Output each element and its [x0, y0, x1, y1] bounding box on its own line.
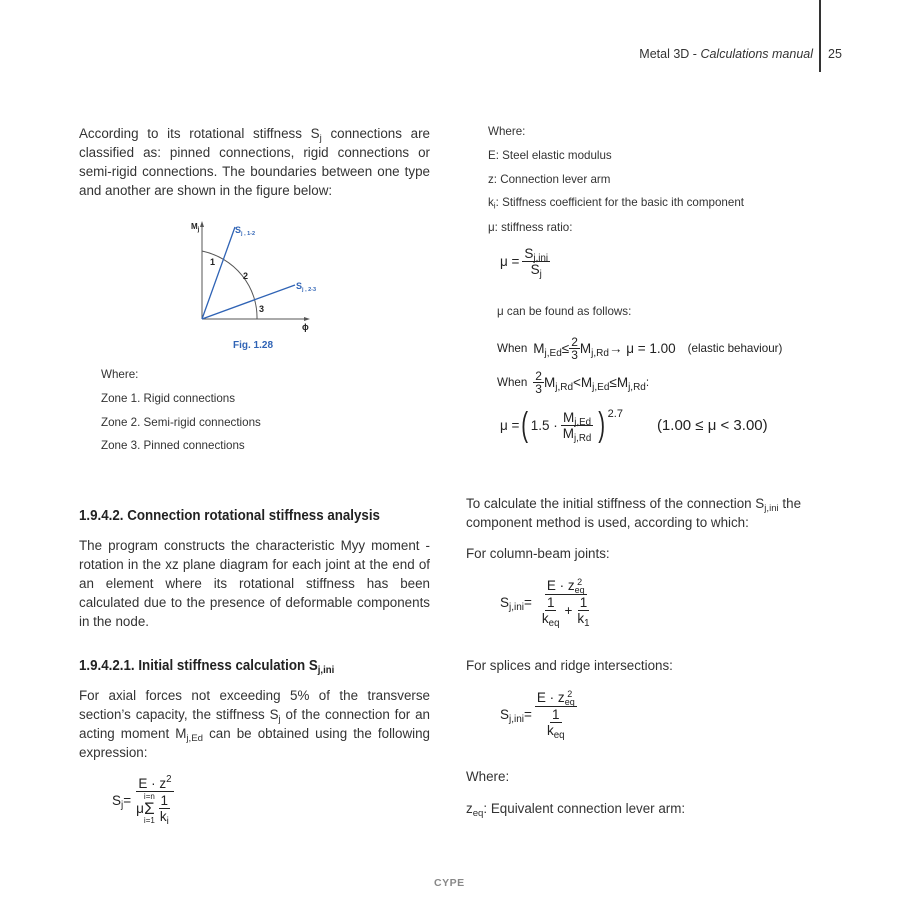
t: E · z [138, 776, 167, 791]
footer-brand: CYPE [434, 877, 465, 889]
t: μ = [500, 417, 520, 433]
t: j [121, 800, 124, 811]
t: : Stiffness coefficient for the basic ith component [495, 196, 744, 209]
svg-text:Sj , 2-3 [296, 281, 316, 293]
text: j [278, 713, 281, 725]
manual-subtitle: Calculations manual [700, 47, 813, 61]
t: j,Rd [591, 348, 609, 359]
zone-item: Zone 3. Pinned connections [101, 439, 245, 452]
separator: - [689, 47, 701, 61]
header-rule [819, 0, 821, 72]
t: 2.7 [607, 408, 623, 420]
t: eq [574, 585, 585, 596]
intro-paragraph [79, 124, 430, 200]
mu-formula [500, 408, 768, 442]
y-axis-label: M [191, 222, 198, 231]
where-label: Where: [101, 368, 139, 381]
t: j,ini [509, 713, 525, 725]
when-plastic [497, 370, 649, 395]
t: i=1 [143, 816, 155, 825]
manual-title: Metal 3D [639, 47, 690, 61]
t: S [112, 793, 122, 808]
t: When [497, 375, 528, 389]
mu-found-text: μ can be found as follows: [497, 305, 632, 318]
t: j,ini [533, 252, 549, 264]
t: 2 [535, 369, 542, 383]
left-paren: ( [521, 406, 529, 444]
t: < [573, 375, 581, 390]
t: S [524, 246, 534, 261]
page-number: 25 [828, 47, 842, 61]
text: connections are classified as: pinned connections, rigid connections or semi-rigid connections. The boundaries between one type and another are shown in the figure below: [79, 126, 430, 198]
stiffness-classification-figure [180, 215, 330, 355]
t: When [497, 341, 528, 355]
t: 1 [579, 595, 588, 611]
t: 2 [571, 335, 578, 349]
t: : [645, 375, 650, 389]
t: eq [564, 697, 575, 708]
zone1-label: 1 [210, 257, 216, 267]
t: j,Rd [555, 382, 574, 393]
subsection-paragraph [79, 686, 430, 762]
text: According to its rotational stiffness S [79, 126, 320, 141]
column-beam-equation [500, 577, 600, 630]
text: For axial forces not exceeding 5% of the transverse section’s capacity, the stiffness S [79, 688, 430, 722]
t: M [616, 375, 629, 390]
when-elastic [497, 336, 782, 361]
t: μ = [500, 254, 520, 269]
line2-sub: j , 2-3 [302, 287, 317, 293]
definition: z: Connection lever arm [488, 173, 611, 186]
figure-caption: Fig. 1.28 [233, 340, 274, 351]
t: eq [548, 618, 560, 630]
where-label: Where: [466, 769, 510, 784]
t: 2 [577, 577, 583, 588]
mu-equation [500, 246, 553, 280]
t: j,Ed [592, 382, 610, 393]
t: k [159, 809, 167, 824]
t: j,Rd [574, 432, 592, 444]
t: → μ = 1.00 [608, 341, 676, 356]
t: k [488, 196, 494, 209]
t: M [563, 409, 575, 425]
t: eq [553, 730, 565, 742]
text: 1.9.4.2.1. Initial stiffness calculation S [79, 658, 318, 674]
t: 2 [166, 774, 172, 786]
t: = [524, 594, 532, 610]
t: (elastic behaviour) [687, 341, 783, 355]
subsection-heading [79, 658, 335, 677]
t: μ [136, 801, 144, 816]
text: of the connection for an acting moment M [79, 707, 430, 741]
t: = [123, 793, 132, 808]
text: can be obtained using the following expression: [79, 726, 431, 760]
t: 3 [535, 382, 542, 396]
line1-label: S [235, 225, 242, 235]
t: M [533, 341, 545, 356]
svg-text:Sj , 1-2 [235, 225, 255, 237]
text: j,ini [317, 665, 335, 677]
definition [488, 196, 744, 210]
t: E · z [536, 690, 565, 705]
t: E · z [546, 578, 575, 593]
fraction [134, 776, 176, 825]
t: S [500, 594, 510, 610]
zone2-label: 2 [243, 271, 249, 281]
t: M [562, 425, 575, 441]
zone-item: Zone 2. Semi-rigid connections [101, 416, 261, 429]
splices-label: For splices and ridge intersections: [466, 658, 673, 673]
calc-paragraph [466, 494, 820, 532]
t: ≤ [609, 375, 617, 390]
x-axis-label: ϕ [302, 322, 309, 332]
t: 1 [552, 707, 560, 723]
t: 1.5 · [530, 417, 558, 433]
zone-item: Zone 1. Rigid connections [101, 392, 236, 405]
t: M [543, 375, 556, 390]
t: j,Rd [628, 382, 646, 393]
section-paragraph: The program constructs the characteristic Myy moment - rotation in the xz plane diagram for each joint at the end of an element where its rotational stiffness has been calculated due to the presence of deformable components in the node. [79, 538, 430, 629]
y-axis-arrow [200, 221, 204, 227]
line1-sub: j , 1-2 [241, 231, 256, 237]
t: j,Ed [574, 416, 592, 428]
text: j,Ed [186, 732, 203, 744]
t: j,ini [509, 601, 525, 613]
pinned-limit-line [202, 285, 295, 319]
t: k [547, 723, 554, 739]
rigid-limit-line [202, 227, 235, 319]
t: 3 [571, 348, 578, 362]
t: k [541, 611, 549, 627]
where-label: Where: [488, 125, 526, 138]
t: S [530, 262, 540, 277]
t: = [524, 706, 532, 722]
t: j,Ed [544, 348, 562, 359]
sj-equation [112, 776, 179, 825]
text: j [319, 132, 322, 144]
t: + [564, 603, 573, 619]
zeq-definition [466, 799, 685, 818]
svg-text:Mj [191, 222, 200, 233]
t: S [500, 706, 510, 722]
t: j,ini [764, 502, 779, 514]
section-heading: 1.9.4.2. Connection rotational stiffness analysis [79, 508, 380, 524]
definition: μ: stiffness ratio: [488, 221, 573, 234]
t: k [577, 611, 585, 627]
t: 1 [584, 618, 590, 630]
right-paren: ) [598, 406, 606, 444]
t: j [539, 268, 542, 280]
column-beam-label: For column-beam joints: [466, 546, 610, 561]
t: eq [472, 807, 484, 819]
t: i [166, 815, 169, 827]
t: M [579, 341, 592, 356]
t: z [466, 801, 473, 816]
definition: E: Steel elastic modulus [488, 149, 612, 162]
t: To calculate the initial stiffness of the connection S [466, 496, 765, 511]
x-axis-arrow [304, 317, 310, 321]
t: 1 [160, 793, 169, 808]
t: ≤ [561, 341, 570, 356]
t: the component method is used, according to which: [466, 496, 802, 530]
t: (1.00 ≤ μ < 3.00) [656, 416, 768, 434]
t: M [580, 375, 593, 390]
zone3-label: 3 [259, 304, 265, 314]
line2-label: S [296, 281, 303, 291]
running-header [639, 47, 813, 61]
t: 2 [567, 689, 573, 700]
t: Σ [144, 799, 155, 818]
t: i [493, 200, 496, 211]
t: i=n [143, 792, 155, 801]
t: 1 [546, 595, 555, 611]
y-axis-sub: j [197, 227, 200, 233]
t: : Equivalent connection lever arm: [483, 801, 686, 816]
splices-equation [500, 689, 580, 742]
